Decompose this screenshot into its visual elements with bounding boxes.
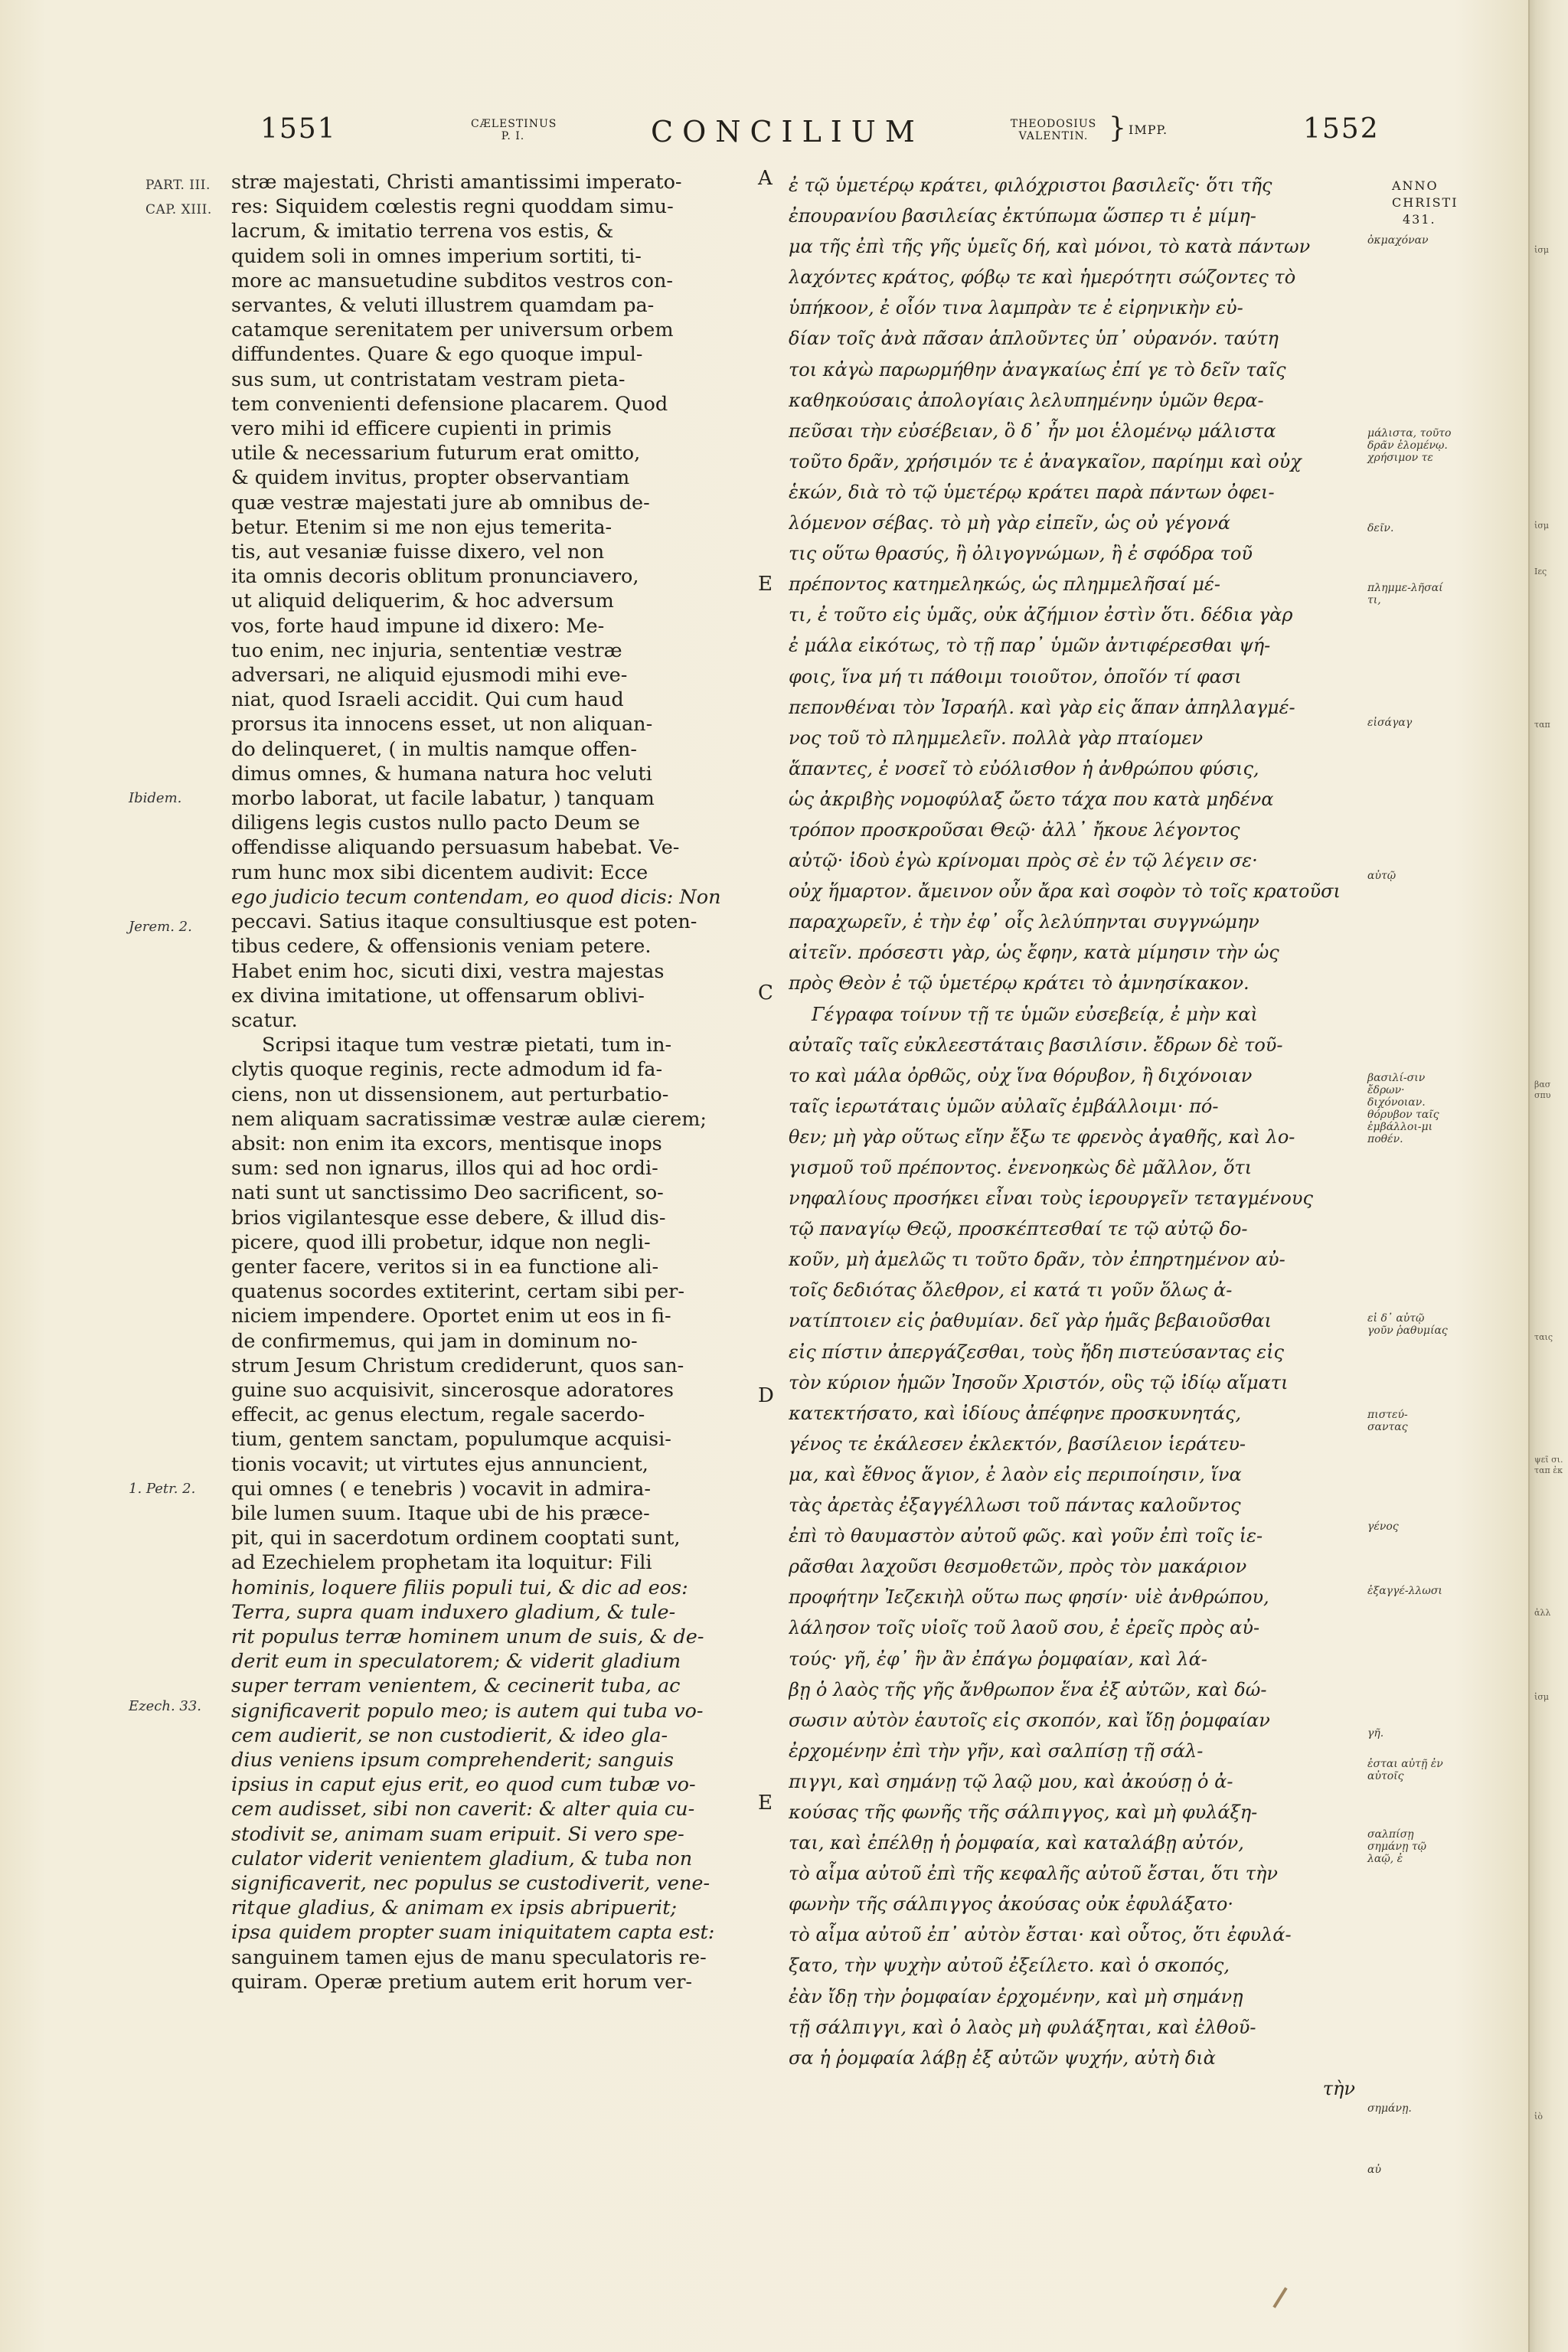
greek-line: βῃ ὁ λαὸς τῆς γῆς ἄνθρωπον ἕνα ἐξ αὐτῶν, καὶ δώ- <box>789 1678 1267 1700</box>
latin-line: ego judicio tecum contendam, eo quod dicis: Non <box>231 885 721 909</box>
greek-line: τούς· γῆ, ἐφ᾽ ἣν ἂν ἐπάγω ῥομφαίαν, καὶ λά- <box>789 1648 1207 1670</box>
greek-line: τὸ αἷμα αὐτοῦ ἐπὶ τῆς κεφαλῆς αὐτοῦ ἔσται, ὅτι τὴν <box>789 1863 1279 1885</box>
latin-line: Habet enim hoc, sicuti dixi, vestra majestas <box>231 959 665 983</box>
latin-line: guine suo acquisivit, sincerosque adoratores <box>231 1378 674 1402</box>
greek-line: ὑπήκοον, ἐ οἷόν τινα λαμπρὰν τε ἐ εἰρηνικὴν εὐ- <box>789 297 1243 319</box>
greek-line: αὐτῷ· ἰδοὺ ἐγὼ κρίνομαι πρὸς σὲ ἐν τῷ λέγειν σε· <box>789 850 1258 872</box>
latin-line: diffundentes. Quare & ego quoque impul- <box>231 343 643 367</box>
latin-line: rum hunc mox sibi dicentem audivit: Ecce <box>231 861 648 884</box>
latin-line: catamque serenitatem per universum orbem <box>231 318 674 342</box>
latin-line: quæ vestræ majestati jure ab omnibus de- <box>231 491 650 514</box>
greek-margin-note: μάλιστα, τοῦτο δρᾶν ἑλομένῳ. χρήσιμον τε <box>1367 427 1452 464</box>
ink-mark <box>1272 2287 1287 2308</box>
greek-line: ἑκών, διὰ τὸ τῷ ὑμετέρῳ κράτει παρὰ πάντων ὀφει- <box>789 481 1275 503</box>
section-letter-c: C <box>758 982 773 1004</box>
greek-line: τρόπον προσκροῦσαι Θεῷ· ἀλλ᾽ ἤκουε λέγοντος <box>789 818 1240 841</box>
greek-line: οὐχ ἥμαρτον. ἄμεινον οὖν ἄρα καὶ σοφὸν τὸ τοῖς κρατοῦσι <box>789 880 1341 903</box>
latin-line: cem audierit, se non custodierit, & ideo gla- <box>231 1723 668 1747</box>
greek-line: προφήτην Ἰεζεκιὴλ οὕτω πως φησίν· υἱὲ ἀνθρώπου, <box>789 1586 1269 1609</box>
greek-line: σα ἡ ῥομφαία λάβῃ ἐξ αὐτῶν ψυχήν, αὐτὴ διὰ <box>789 2047 1216 2069</box>
greek-line: τοι κἀγὼ παρωρμήθην ἀναγκαίως ἐπί γε τὸ δεῖν ταῖς <box>789 358 1286 381</box>
latin-line: utile & necessarium futurum erat omitto, <box>231 442 641 466</box>
latin-line: ipsa quidem propter suam iniquitatem capta est: <box>231 1921 715 1945</box>
greek-line: τοῖς δεδιότας ὄλεθρον, εἰ κατά τι γοῦν ὅλως ἀ- <box>789 1279 1233 1302</box>
page-number-right: 1552 <box>1303 113 1380 145</box>
greek-line: τῇ σάλπιγγι, καὶ ὁ λαὸς μὴ φυλάξηται, καὶ ἐλθοῦ- <box>789 2016 1256 2038</box>
greek-line: αἰτεῖν. πρόσεστι γὰρ, ὡς ἔφην, κατὰ μίμησιν τὴν ὡς <box>789 942 1279 964</box>
latin-line: lacrum, & imitatio terrena vos estis, & <box>231 220 614 243</box>
latin-line: servantes, & veluti illustrem quamdam pa- <box>231 294 655 318</box>
latin-line: significaverit populo meo; is autem qui tuba vo- <box>231 1699 704 1723</box>
latin-line: hominis, loquere filiis populi tui, & dic ad eos: <box>231 1576 688 1599</box>
latin-line: pit, qui in sacerdotum ordinem cooptati sunt, <box>231 1527 681 1550</box>
greek-line: λάλησον τοῖς υἱοῖς τοῦ λαοῦ σου, ἐ ἐρεῖς πρὸς αὐ- <box>789 1617 1260 1639</box>
margin-cap: CAP. XIII. <box>145 202 212 217</box>
margin-part: PART. III. <box>145 178 211 193</box>
latin-line: dimus omnes, & humana natura hoc veluti <box>231 762 652 786</box>
latin-line: scatur. <box>231 1008 298 1032</box>
greek-line: τι, ἐ τοῦτο εἰς ὑμᾶς, οὐκ ἀζήμιον ἐστὶν ὅτι. δέδια γὰρ <box>789 604 1293 626</box>
latin-line: rit populus terræ hominem unum de suis, & de- <box>231 1625 704 1648</box>
greek-line: νος τοῦ τὸ πλημμελεῖν. πολλὰ γὰρ πταίομεν <box>789 727 1204 749</box>
greek-margin-note: πιστεύ-σαντας <box>1367 1409 1408 1433</box>
header-impp: IMPP. <box>1129 122 1168 137</box>
latin-line: niciem impendere. Oportet enim ut eos in fi- <box>231 1305 671 1328</box>
greek-margin-note: εἰ δ᾽ αὐτῷ γοῦν ῥαθυμίας <box>1367 1312 1448 1337</box>
latin-column <box>231 170 752 1994</box>
greek-line: πεπονθέναι τὸν Ἰσραήλ. καὶ γὰρ εἰς ἅπαν ἀπηλλαγμέ- <box>789 696 1295 718</box>
greek-line: ρᾶσθαι λαχοῦσι θεσμοθετῶν, πρὸς τὸν μακάριον <box>789 1556 1247 1578</box>
greek-line: ἅπαντες, ἐ νοσεῖ τὸ εὐόλισθον ἡ ἀνθρώπου φύσις, <box>789 757 1259 779</box>
latin-line: sanguinem tamen ejus de manu speculatoris re- <box>231 1945 707 1969</box>
greek-line: εἰς πίστιν ἀπεργάζεσθαι, τοὺς ἤδη πιστεύσαντας εἰς <box>789 1341 1284 1363</box>
header-title: CONCILIUM <box>651 115 924 149</box>
greek-line: τὸ αἷμα αὐτοῦ ἐπ᾽ αὐτὸν ἔσται· καὶ οὗτος, ὅτι ἐφυλά- <box>789 1924 1292 1946</box>
latin-line: cem audisset, sibi non caverit: & alter quia cu- <box>231 1798 695 1821</box>
latin-line: sus sum, ut contristatam vestram pieta- <box>231 368 626 391</box>
latin-line: qui omnes ( e tenebris ) vocavit in admira- <box>231 1477 651 1501</box>
latin-line: diligens legis custos nullo pacto Deum se <box>231 812 640 835</box>
greek-line: αὐταῖς ταῖς εὐκλεεστάταις βασιλίσιν. ἔδρων δὲ τοῦ- <box>789 1034 1283 1056</box>
section-letter-e2: E <box>758 1792 773 1815</box>
latin-line: tem convenienti defensione placarem. Quod <box>231 392 668 416</box>
header-brace: } <box>1109 113 1126 144</box>
latin-line: more ac mansuetudine subditos vestros con- <box>231 269 674 292</box>
latin-line: strum Jesum Christum crediderunt, quos san- <box>231 1354 684 1377</box>
latin-line: super terram venientem, & cecinerit tuba, ac <box>231 1674 681 1698</box>
greek-line: ἐπουρανίου βασιλείας ἐκτύπωμα ὥσπερ τι ἐ μίμη- <box>789 205 1256 227</box>
latin-line: ciens, non ut dissensionem, aut perturbatio- <box>231 1083 669 1106</box>
latin-line: ritque gladius, & animam ex ipsis abripuerit; <box>231 1896 678 1920</box>
page-number-left: 1551 <box>260 113 337 145</box>
latin-line: nem aliquam sacratissimæ vestræ aulæ cierem; <box>231 1107 707 1131</box>
greek-line: τις οὕτω θρασύς, ἢ ὀλιγογνώμων, ἢ ἐ σφόδρα τοῦ <box>789 543 1253 565</box>
greek-line: λόμενον σέβας. τὸ μὴ γὰρ εἰπεῖν, ὡς οὐ γέγονά <box>789 512 1231 534</box>
latin-line: ex divina imitatione, ut offensarum oblivi- <box>231 984 645 1008</box>
greek-line: ἐρχομένην ἐπὶ τὴν γῆν, καὶ σαλπίσῃ τῇ σάλ- <box>789 1740 1204 1762</box>
latin-line: picere, quod illi probetur, idque non negli- <box>231 1230 651 1254</box>
greek-margin-note: ὀκμαχόναν <box>1367 234 1429 247</box>
latin-line: morbo laborat, ut facile labatur, ) tanquam <box>231 787 655 811</box>
greek-margin-note: δεῖν. <box>1367 522 1394 534</box>
greek-margin-note: βασιλί-σιν ἔδρων· διχόνοιαν. θόρυβον ταῖς ἐμβάλλοι-μι ποθέν. <box>1367 1072 1439 1145</box>
greek-margin-note: ἐξαγγέ-λλωσι <box>1367 1585 1442 1597</box>
greek-margin-note: πλημμε-λῆσαί τι, <box>1367 582 1443 606</box>
latin-line: sum: sed non ignarus, illos qui ad hoc ordi- <box>231 1157 658 1181</box>
greek-margin-note: σαλπίσῃ σημάνῃ τῷ λαῷ, ἐ <box>1367 1828 1427 1865</box>
greek-margin-note: γένος <box>1367 1521 1399 1533</box>
greek-line: ὡς ἀκριβὴς νομοφύλαξ ὤετο τάχα που κατὰ μηδένα <box>789 788 1274 810</box>
greek-line: ταῖς ἱερωτάταις ὑμῶν αὐλαῖς ἐμβάλλοιμι· πό- <box>789 1095 1219 1117</box>
latin-line: Scripsi itaque tum vestræ pietati, tum in- <box>262 1034 672 1057</box>
margin-petr: 1. Petr. 2. <box>129 1481 196 1497</box>
greek-line: κούσας τῆς φωνῆς τῆς σάλπιγγος, καὶ μὴ φυλάξη- <box>789 1801 1258 1823</box>
greek-margin-note: εἰσάγαγ <box>1367 717 1413 729</box>
greek-line: τὰς ἀρετὰς ἐξαγγέλλωσι τοῦ πάντας καλοῦντος <box>789 1494 1241 1517</box>
latin-line: significaverit, nec populus se custodiverit, vene- <box>231 1872 710 1896</box>
latin-line: Terra, supra quam induxero gladium, & tule- <box>231 1600 676 1624</box>
section-letter-a: A <box>758 167 773 190</box>
margin-ezech: Ezech. 33. <box>129 1698 202 1714</box>
facing-page-edge: ἰσμ Iες ἰσμ ταπ βασ σπυ ταις ψεῖ σι. ταπ ἐκ ἀλλ ἰσμ ἰὸ <box>1528 0 1568 2352</box>
latin-line: & quidem invitus, propter observantiam <box>231 466 630 490</box>
greek-margin-note: σημάνῃ. <box>1367 2102 1412 2115</box>
greek-line: λαχόντες κράτος, φόβῳ τε καὶ ἡμερότητι σώζοντες τὸ <box>789 266 1296 289</box>
greek-margin-note: ἐσται αὐτῇ ἐν αὐτοῖς <box>1367 1758 1443 1782</box>
greek-line: δίαν τοῖς ἀνὰ πᾶσαν ἁπλοῦντες ὑπ᾽ οὐρανόν. ταύτη <box>789 328 1279 350</box>
latin-line: tium, gentem sanctam, populumque acquisi- <box>231 1428 671 1452</box>
latin-line: ita omnis decoris oblitum pronunciavero, <box>231 565 639 589</box>
greek-line: νηφαλίους προσήκει εἶναι τοὺς ἱερουργεῖν τεταγμένους <box>789 1187 1313 1210</box>
greek-line: θεν; μὴ γὰρ οὕτως εἴην ἔξω τε φρενὸς ἀγαθῆς, καὶ λο- <box>789 1125 1295 1148</box>
year-note: ANNO CHRISTI 431. <box>1392 178 1459 227</box>
latin-line: betur. Etenim si me non ejus temerita- <box>231 515 612 539</box>
latin-line: absit: non enim ita excors, mentisque inops <box>231 1132 662 1155</box>
greek-line: φοις, ἵνα μή τι πάθοιμι τοιοῦτον, ὁποῖόν τί φασι <box>789 665 1242 688</box>
latin-line: do delinqueret, ( in multis namque offen- <box>231 737 637 761</box>
greek-line: παραχωρεῖν, ἐ τὴν ἐφ᾽ οἷς λελύπηνται συγγνώμην <box>789 911 1259 933</box>
latin-line: niat, quod Israeli accidit. Qui cum haud <box>231 688 624 712</box>
greek-line: ἐπὶ τὸ θαυμαστὸν αὐτοῦ φῶς. καὶ γοῦν ἐπὶ τοῖς ἱε- <box>789 1525 1263 1547</box>
latin-line: ut aliquid deliquerim, & hoc adversum <box>231 590 614 613</box>
latin-line: res: Siquidem cœlestis regni quoddam simu- <box>231 195 674 219</box>
greek-line: πρέποντος κατημεληκώς, ὡς πλημμελῆσαί μέ- <box>789 573 1220 596</box>
latin-line: dius veniens ipsum comprehenderit; sanguis <box>231 1749 674 1772</box>
latin-line: nati sunt ut sanctissimo Deo sacrificent, so- <box>231 1181 664 1205</box>
greek-line: φωνὴν τῆς σάλπιγγος ἀκούσας οὐκ ἐφυλάξατο· <box>789 1893 1234 1916</box>
latin-line: bile lumen suum. Itaque ubi de his præce- <box>231 1501 650 1525</box>
greek-line: πεῦσαι τὴν εὐσέβειαν, ὃ δ᾽ ἦν μοι ἑλομένῳ μάλιστα <box>789 420 1276 442</box>
latin-line: ipsius in caput ejus erit, eo quod cum tubæ vo- <box>231 1773 696 1797</box>
section-letter-e: E <box>758 573 773 596</box>
greek-line: κοῦν, μὴ ἀμελῶς τι τοῦτο δρᾶν, τὸν ἐπηρτημένον αὐ- <box>789 1249 1285 1271</box>
latin-line: quatenus socordes extiterint, certam sibi per- <box>231 1280 684 1304</box>
greek-line: τὴν <box>1322 2077 1355 2099</box>
latin-line: genter facere, veritos si in ea functione ali- <box>231 1255 659 1279</box>
greek-line: μα, καὶ ἔθνος ἅγιον, ἐ λαὸν εἰς περιποίησιν, ἵνα <box>789 1463 1242 1485</box>
greek-margin-note: αὐτῷ <box>1367 870 1396 882</box>
header-emperors: THEODOSIUS VALENTIN. <box>1010 118 1097 142</box>
greek-line: νατίπτοιεν εἰς ῥαθυμίαν. δεῖ γὰρ ἡμᾶς βεβαιοῦσθαι <box>789 1310 1272 1332</box>
greek-margin-note: γῆ. <box>1367 1727 1384 1740</box>
latin-line: clytis quoque reginis, recte admodum id fa- <box>231 1058 663 1082</box>
greek-line: μα τῆς ἐπὶ τῆς γῆς ὑμεῖς δή, καὶ μόνοι, τὸ κατὰ πάντων <box>789 236 1311 258</box>
latin-line: quiram. Operæ pretium autem erit horum ver- <box>231 1970 693 1994</box>
latin-line: offendisse aliquando persuasum habebat. Ve- <box>231 836 680 860</box>
greek-line: ἐὰν ἴδῃ τὴν ῥομφαίαν ἐρχομένην, καὶ μὴ σημάνῃ <box>789 1985 1243 2007</box>
latin-line: vos, forte haud impune id dixero: Me- <box>231 614 605 638</box>
latin-line: tis, aut vesaniæ fuisse dixero, vel non <box>231 541 605 564</box>
latin-line: stræ majestati, Christi amantissimi imperato- <box>231 171 682 194</box>
latin-line: derit eum in speculatorem; & viderit gladium <box>231 1650 681 1674</box>
greek-column <box>789 170 1355 2104</box>
greek-line: τὸν κύριον ἡμῶν Ἰησοῦν Χριστόν, οὓς τῷ ἰδίῳ αἵματι <box>789 1371 1289 1393</box>
greek-line: πρὸς Θεὸν ἐ τῷ ὑμετέρῳ κράτει τὸ ἀμνησίκακον. <box>789 972 1250 995</box>
header-pope: CÆLESTINUS P. I. <box>471 118 557 142</box>
margin-jerem: Jerem. 2. <box>129 919 192 935</box>
latin-line: brios vigilantesque esse debere, & illud dis- <box>231 1206 666 1230</box>
latin-line: quidem soli in omnes imperium sortiti, ti- <box>231 244 642 268</box>
greek-line: ἐ μάλα εἰκότως, τὸ τῇ παρ᾽ ὑμῶν ἀντιφέρεσθαι ψή- <box>789 635 1271 657</box>
greek-margin-note: αὐ <box>1367 2164 1381 2176</box>
greek-line: ἐ τῷ ὑμετέρῳ κράτει, φιλόχριστοι βασιλεῖς· ὅτι τῆς <box>789 175 1272 196</box>
latin-line: tibus cedere, & offensionis veniam petere. <box>231 935 652 959</box>
greek-line: Γέγραφα τοίνυν τῇ τε ὑμῶν εὐσεβείᾳ, ἐ μὴν καὶ <box>812 1003 1258 1025</box>
latin-line: tuo enim, nec injuria, sententiæ vestræ <box>231 639 622 662</box>
margin-ibidem: Ibidem. <box>129 790 182 806</box>
latin-line: prorsus ita innocens esset, ut non aliquan- <box>231 713 653 737</box>
greek-line: τοῦτο δρᾶν, χρήσιμόν τε ἐ ἀναγκαῖον, παρίημι καὶ οὐχ <box>789 450 1302 472</box>
greek-line: το καὶ μάλα ὀρθῶς, οὐχ ἵνα θόρυβον, ἢ διχόνοιαν <box>789 1064 1253 1086</box>
greek-line: τῷ παναγίῳ Θεῷ, προσκέπτεσθαί τε τῷ αὐτῷ δο- <box>789 1218 1248 1240</box>
greek-line: γισμοῦ τοῦ πρέποντος. ἐνενοηκὼς δὲ μᾶλλον, ὅτι <box>789 1157 1253 1178</box>
section-letter-d: D <box>758 1384 774 1407</box>
page-header <box>0 113 1528 159</box>
latin-line: ad Ezechielem prophetam ita loquitur: Fili <box>231 1551 652 1575</box>
latin-line: tionis vocavit; ut virtutes ejus annuncient, <box>231 1452 648 1476</box>
greek-line: ται, καὶ ἐπέλθῃ ἡ ῥομφαία, καὶ καταλάβῃ αὐτόν, <box>789 1832 1244 1854</box>
greek-line: ξατο, τὴν ψυχὴν αὐτοῦ ἐξείλετο. καὶ ὁ σκοπός, <box>789 1955 1230 1977</box>
greek-line: γένος τε ἐκάλεσεν ἐκλεκτόν, βασίλειον ἱεράτευ- <box>789 1432 1246 1455</box>
latin-line: de confirmemus, qui jam in dominum no- <box>231 1329 638 1353</box>
greek-line: πιγγι, καὶ σημάνῃ τῷ λαῷ μου, καὶ ἀκούσῃ ὁ ἀ- <box>789 1770 1233 1792</box>
latin-line: vero mihi id efficere cupienti in primis <box>231 417 612 441</box>
greek-line: καθηκούσαις ἀπολογίαις λελυπημένην ὑμῶν θερα- <box>789 389 1264 411</box>
latin-line: stodivit se, animam suam eripuit. Si vero spe- <box>231 1822 684 1846</box>
greek-line: κατεκτήσατο, καὶ ἰδίους ἀπέφηνε προσκυνητάς, <box>789 1402 1242 1424</box>
greek-line: σωσιν αὐτὸν ἑαυτοῖς εἰς σκοπόν, καὶ ἴδῃ ῥομφαίαν <box>789 1709 1270 1731</box>
latin-line: culator viderit venientem gladium, & tuba non <box>231 1847 693 1870</box>
latin-line: adversari, ne aliquid ejusmodi mihi eve- <box>231 664 628 688</box>
latin-line: effecit, ac genus electum, regale sacerdo- <box>231 1403 645 1427</box>
latin-line: peccavi. Satius itaque consultiusque est poten- <box>231 910 697 934</box>
